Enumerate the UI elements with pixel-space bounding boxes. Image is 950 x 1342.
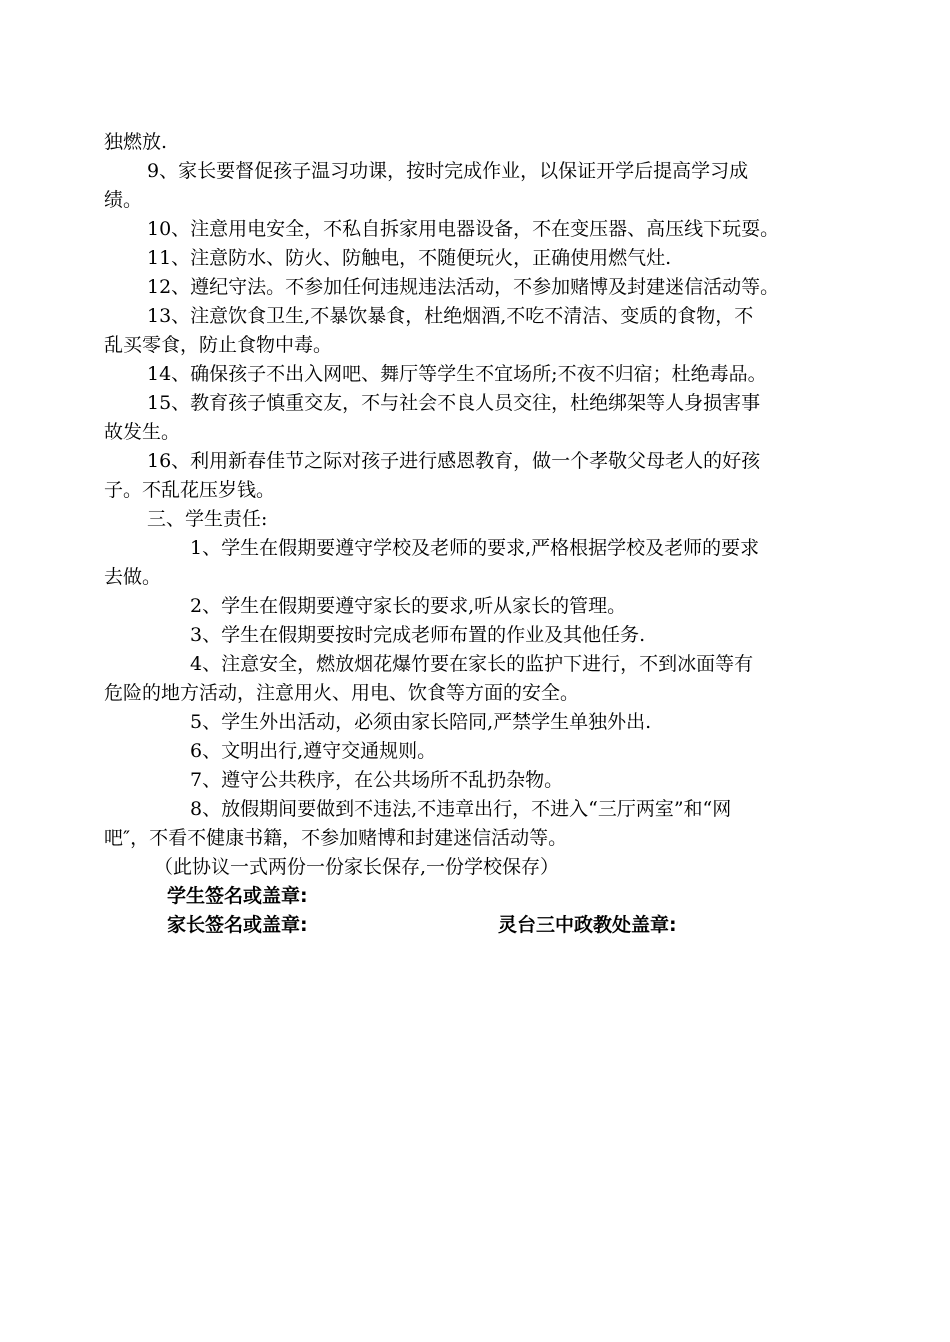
agreement-note: （此协议一式两份一份家长保存,一份学校保存） <box>154 856 560 878</box>
text-line: 绩。 <box>104 189 143 211</box>
text-line: 故发生。 <box>104 421 181 443</box>
signature-row-parent-school <box>104 911 864 940</box>
text-line: 乱买零食，防止食物中毒。 <box>104 334 333 356</box>
text-line: 危险的地方活动，注意用火、用电、饮食等方面的安全。 <box>104 682 580 704</box>
section-heading: 三、学生责任: <box>147 508 268 530</box>
text-line: 13、注意饮食卫生,不暴饮暴食，杜绝烟酒,不吃不清洁、变质的食物，不 <box>147 305 754 327</box>
text-line: 10、注意用电安全，不私自拆家用电器设备，不在变压器、高压线下玩耍。 <box>147 218 780 240</box>
text-line: 15、教育孩子慎重交友，不与社会不良人员交往，杜绝绑架等人身损害事 <box>147 392 761 414</box>
signature-row-student <box>104 882 864 911</box>
text-line: 16、利用新春佳节之际对孩子进行感恩教育，做一个孝敬父母老人的好孩 <box>147 450 761 472</box>
text-line: 子。不乱花压岁钱。 <box>104 479 276 501</box>
text-line: 去做。 <box>104 566 162 588</box>
text-line: 独燃放. <box>104 131 168 153</box>
text-line: 吧″，不看不健康书籍，不参加赌博和封建迷信活动等。 <box>104 827 568 849</box>
text-line: 12、遵纪守法。不参加任何违规违法活动，不参加赌博及封建迷信活动等。 <box>147 276 780 298</box>
student-signature-label: 学生签名或盖章: <box>167 885 308 907</box>
text-line: 6、文明出行,遵守交通规则。 <box>190 740 437 762</box>
text-line: 9、家长要督促孩子温习功课，按时完成作业，以保证开学后提高学习成 <box>147 160 749 182</box>
parent-signature-label: 家长签名或盖章: <box>167 914 308 936</box>
text-line: 14、确保孩子不出入网吧、舞厅等学生不宜场所;不夜不归宿；杜绝毒品。 <box>147 363 767 385</box>
text-line: 5、学生外出活动，必须由家长陪同,严禁学生单独外出. <box>190 711 652 733</box>
document-body <box>104 128 864 940</box>
text-line: 2、学生在假期要遵守家长的要求,听从家长的管理。 <box>190 595 627 617</box>
text-line: 3、学生在假期要按时完成老师布置的作业及其他任务. <box>190 624 646 646</box>
text-line: 11、注意防水、防火、防触电，不随便玩火，正确使用燃气灶. <box>147 247 672 269</box>
text-line: 1、学生在假期要遵守学校及老师的要求,严格根据学校及老师的要求 <box>190 537 760 559</box>
text-line: 8、放假期间要做到不违法,不违章出行，不进入“三厅两室”和“网 <box>190 798 732 820</box>
school-seal-label: 灵台三中政教处盖章: <box>498 914 677 936</box>
text-line: 7、遵守公共秩序，在公共场所不乱扔杂物。 <box>190 769 564 791</box>
text-line: 4、注意安全，燃放烟花爆竹要在家长的监护下进行，不到冰面等有 <box>190 653 754 675</box>
